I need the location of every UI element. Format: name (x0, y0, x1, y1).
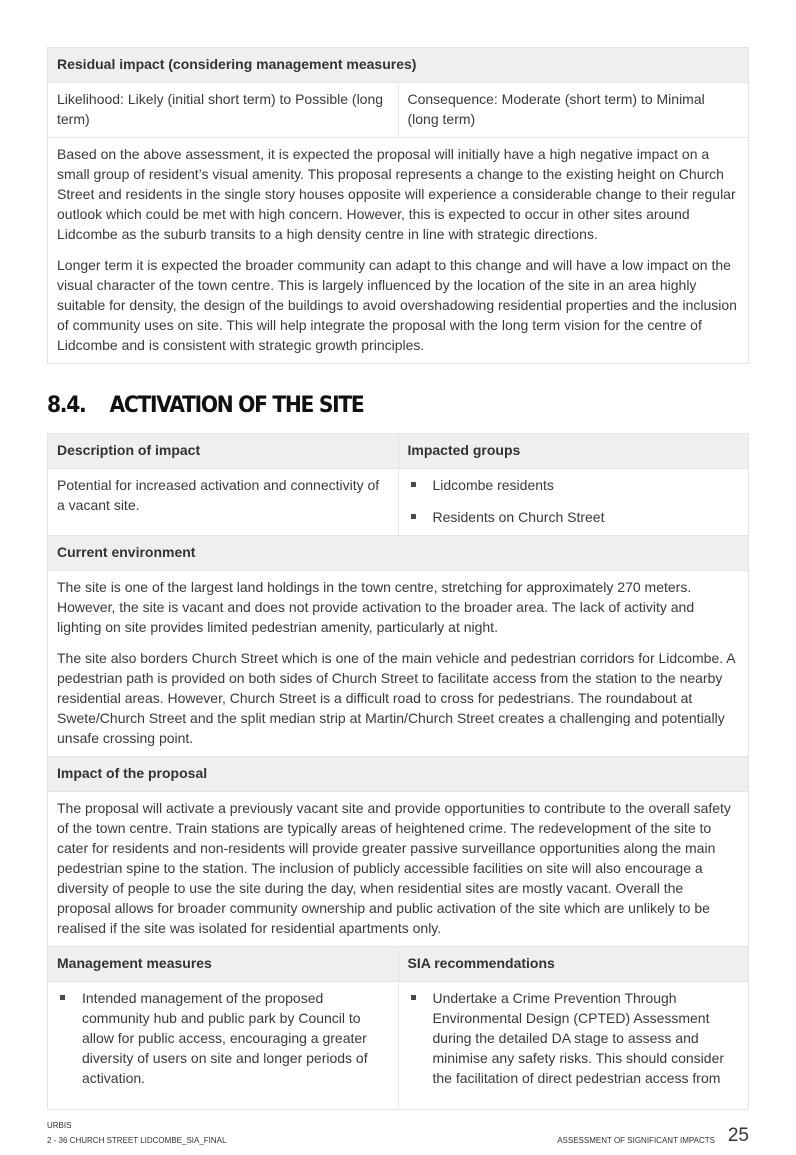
management-measures-cell (48, 982, 399, 1110)
list-item: Intended management of the proposed community hub and public park by Council to allow for public access, encouraging a greater diversity of users on site and longer periods of activation. (57, 988, 389, 1088)
residual-paragraph-2: Longer term it is expected the broader community can adapt to this change and will have a low impact on the visual character of the town centre. This is largely influenced by the location of the site in an area highly suitable for density, the design of the buildings to avoid overshadowing residential properties and the inclusion of community uses on site. This will help integrate the proposal with the long term vision for the centre of Lidcombe and is consistent with strategic growth principles. (57, 257, 737, 353)
impact-of-proposal-cell (48, 792, 749, 947)
impact-paragraph: The proposal will activate a previously vacant site and provide opportunities to contribute to the overall safety of the town centre. Train stations are typically areas of heightened crime. The redevelopment of the site to cater for residents and non-residents will provide greater passive surveillance opportunities along the main pedestrian spine to the station. The inclusion of publicly accessible facilities on site will also encourage a diversity of people to use the site during the day, when residential sites are mostly vacant. Overall the proposal allows for broader community ownership and public activation of the site which are unlikely to be realised if the site was isolated for residential apartments only. (57, 800, 731, 936)
footer-chapter: ASSESSMENT OF SIGNIFICANT IMPACTS (557, 1136, 715, 1145)
management-measures-header: Management measures (48, 947, 399, 982)
description-header: Description of impact (48, 434, 399, 469)
current-environment-cell (48, 571, 749, 757)
impacted-groups-cell (398, 469, 749, 536)
footer-document-reference: 2 - 36 CHURCH STREET LIDCOMBE_SIA_FINAL (47, 1136, 227, 1145)
likelihood-cell: Likelihood: Likely (initial short term) to Possible (long term) (48, 83, 399, 138)
residual-assessment-cell (48, 138, 749, 364)
list-item: Lidcombe residents (408, 475, 740, 495)
page-number: 25 (727, 1125, 749, 1146)
impacted-groups-header: Impacted groups (398, 434, 749, 469)
list-item: Residents on Church Street (408, 507, 740, 527)
current-environment-header: Current environment (48, 536, 749, 571)
section-number: 8.4. (47, 393, 86, 418)
page-content (47, 47, 749, 1110)
current-paragraph-2: The site also borders Church Street which is one of the main vehicle and pedestrian corridors for Lidcombe. A pedestrian path is provided on both sides of Church Street to facilitate access from the station to the nearby residential areas. However, Church Street is a difficult road to cross for pedestrians. The roundabout at Swete/Church Street and the split median strip at Martin/Church Street creates a challenging and potentially unsafe crossing point. (57, 650, 735, 746)
section-title: ACTIVATION OF THE SITE (109, 393, 364, 418)
residual-impact-header: Residual impact (considering management measures) (48, 48, 749, 83)
impact-of-proposal-header: Impact of the proposal (48, 757, 749, 792)
sia-recommendations-header: SIA recommendations (398, 947, 749, 982)
footer-company: URBIS (47, 1121, 72, 1130)
residual-paragraph-1: Based on the above assessment, it is expected the proposal will initially have a high negative impact on a small group of resident’s visual amenity. This proposal represents a change to the existing height on Church Street and residents in the single story houses opposite will experience a considerable change to their regular outlook which could be met with high concern. However, this is expected to occur in other sites around Lidcombe as the suburb transits to a high density centre in line with strategic directions. (57, 146, 736, 242)
impacted-groups-list (408, 475, 740, 527)
current-paragraph-1: The site is one of the largest land holdings in the town centre, stretching for approximately 270 meters. However, the site is vacant and does not provide activation to the broader area. The lack of activity and lighting on site provides limited pedestrian amenity, particularly at night. (57, 579, 695, 635)
activation-impact-table (47, 433, 749, 1110)
section-heading (47, 393, 693, 421)
consequence-cell: Consequence: Moderate (short term) to Minimal (long term) (398, 83, 749, 138)
list-item: Undertake a Crime Prevention Through Environmental Design (CPTED) Assessment during the detailed DA stage to assess and minimise any safety risks. This should consider the facilitation of direct pedestrian access from (408, 988, 740, 1088)
residual-impact-table (47, 47, 749, 364)
sia-recommendations-list (408, 988, 740, 1088)
sia-recommendations-cell (398, 982, 749, 1110)
management-measures-list (57, 988, 389, 1088)
impact-description-cell: Potential for increased activation and connectivity of a vacant site. (48, 469, 399, 536)
